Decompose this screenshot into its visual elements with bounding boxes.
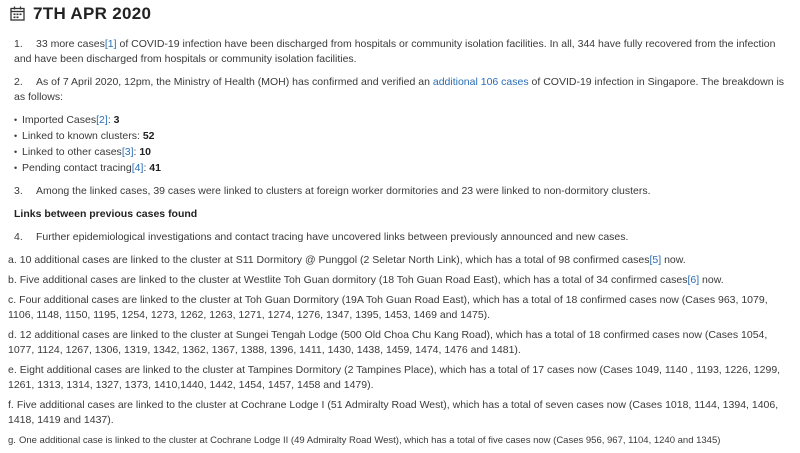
item-text: One additional case is linked to the cluster at Cochrane Lodge II (49 Admiralty Road West), which has a total of five cases now (Cases 956, 967, 1104, 1240 and 1345) [18, 435, 721, 446]
breakdown-value: 3 [113, 114, 120, 126]
article-body [8, 37, 790, 453]
list-item [8, 433, 790, 448]
item-letter: f. [8, 399, 14, 411]
section-heading: Links between previous cases found [14, 208, 198, 220]
case-breakdown-list [14, 113, 790, 176]
calendar-icon [10, 6, 25, 21]
breakdown-label: Linked to other cases [22, 146, 122, 158]
item-letter: b. [8, 274, 17, 286]
date-header [10, 6, 151, 21]
paragraph-number: 3. [14, 185, 23, 197]
item-text: now. [661, 254, 686, 266]
list-item [8, 253, 790, 268]
list-item [8, 328, 790, 358]
paragraph-number: 1. [14, 38, 23, 50]
paragraph-text: of COVID-19 infection have been discharged from hospitals or community isolation facilities. In all, 344 have fully recovered from the infection and have been discharged from hospitals or community isolation facilities. [14, 38, 776, 65]
list-item [14, 129, 790, 144]
list-item [8, 398, 790, 428]
item-text: 10 additional cases are linked to the cluster at S11 Dormitory @ Punggol (2 Seletar North Link), which has a total of 98 confirmed cases [19, 254, 650, 266]
item-letter: d. [8, 329, 17, 341]
additional-cases-link[interactable]: additional 106 cases [432, 76, 529, 88]
separator: : [136, 130, 143, 142]
separator: : [133, 146, 140, 158]
paragraph-3 [14, 184, 790, 199]
item-text: Five additional cases are linked to the cluster at Westlite Toh Guan dormitory (18 Toh Guan Road East), which has a total of 34 confirmed cases [19, 274, 688, 286]
paragraph-2 [14, 75, 790, 105]
paragraph-number: 4. [14, 231, 23, 243]
paragraph-1 [14, 37, 790, 67]
footnote-link-1[interactable]: [1] [104, 38, 117, 50]
paragraph-4 [14, 230, 790, 245]
list-item [14, 161, 790, 176]
breakdown-label: Imported Cases [22, 114, 97, 126]
cluster-list [8, 253, 790, 448]
paragraph-number: 2. [14, 76, 23, 88]
paragraph-text: of COVID-19 infection in Singapore. The breakdown is as follows: [14, 76, 785, 103]
footnote-link-5[interactable]: [5] [649, 254, 662, 266]
list-item [14, 113, 790, 128]
item-text: Five additional cases are linked to the cluster at Cochrane Lodge I (51 Admiralty Road West), which has a total of seven cases now (Cases 1018, 1144, 1394, 1406, 1418, 1419 and 1437). [8, 399, 779, 426]
paragraph-text: As of 7 April 2020, 12pm, the Ministry of Health (MOH) has confirmed and verified an [36, 76, 433, 88]
item-letter: c. [8, 294, 17, 306]
list-item [8, 273, 790, 288]
footnote-link-3[interactable]: [3] [121, 146, 134, 158]
list-item [8, 293, 790, 323]
item-letter: e. [8, 364, 17, 376]
paragraph-text: 33 more cases [36, 38, 105, 50]
item-text: now. [699, 274, 724, 286]
list-item [14, 145, 790, 160]
list-item [8, 363, 790, 393]
breakdown-value: 52 [142, 130, 155, 142]
page-title: 7TH APR 2020 [33, 4, 152, 23]
separator: : [143, 162, 150, 174]
footnote-link-2[interactable]: [2] [96, 114, 108, 126]
breakdown-value: 41 [149, 162, 161, 174]
breakdown-label: Pending contact tracing [22, 162, 132, 174]
item-letter: g. [8, 435, 16, 446]
paragraph-text: Among the linked cases, 39 cases were linked to clusters at foreign worker dormitories and 23 were linked to non-dormitory clusters. [36, 185, 651, 197]
paragraph-text: Further epidemiological investigations and contact tracing have uncovered links between previously announced and new cases. [36, 231, 629, 243]
item-text: Eight additional cases are linked to the cluster at Tampines Dormitory (2 Tampines Place), which has a total of 17 cases now (Cases 1049, 1140 , 1193, 1226, 1299, 1261, 1313, 1314, 1327, 1373, 1410,1440, 1442, 1454, 1457, 1458 and 1479). [8, 364, 781, 391]
breakdown-label: Linked to known clusters [22, 130, 137, 142]
footnote-link-4[interactable]: [4] [131, 162, 144, 174]
breakdown-value: 10 [139, 146, 152, 158]
separator: : [107, 114, 114, 126]
item-text: Four additional cases are linked to the cluster at Toh Guan Dormitory (19A Toh Guan Road East), which has a total of 18 confirmed cases now (Cases 963, 1079, 1106, 1148, 1150, 1195, 1254, 1273, 1262, 1263, 1271, 1274, 1276, 1347, 1395, 1453, 1469 and 1475). [8, 294, 768, 321]
item-text: 12 additional cases are linked to the cluster at Sungei Tengah Lodge (500 Old Choa Chu Kang Road), which has a total of 18 confirmed cases now (Cases 1054, 1077, 1124, 1267, 1306, 1319, 1342, 1362, 1367, 1388, 1396, 1411, 1430, 1438, 1459, 1474, 1476 and 1481). [8, 329, 768, 356]
footnote-link-6[interactable]: [6] [687, 274, 700, 286]
item-letter: a. [8, 254, 17, 266]
